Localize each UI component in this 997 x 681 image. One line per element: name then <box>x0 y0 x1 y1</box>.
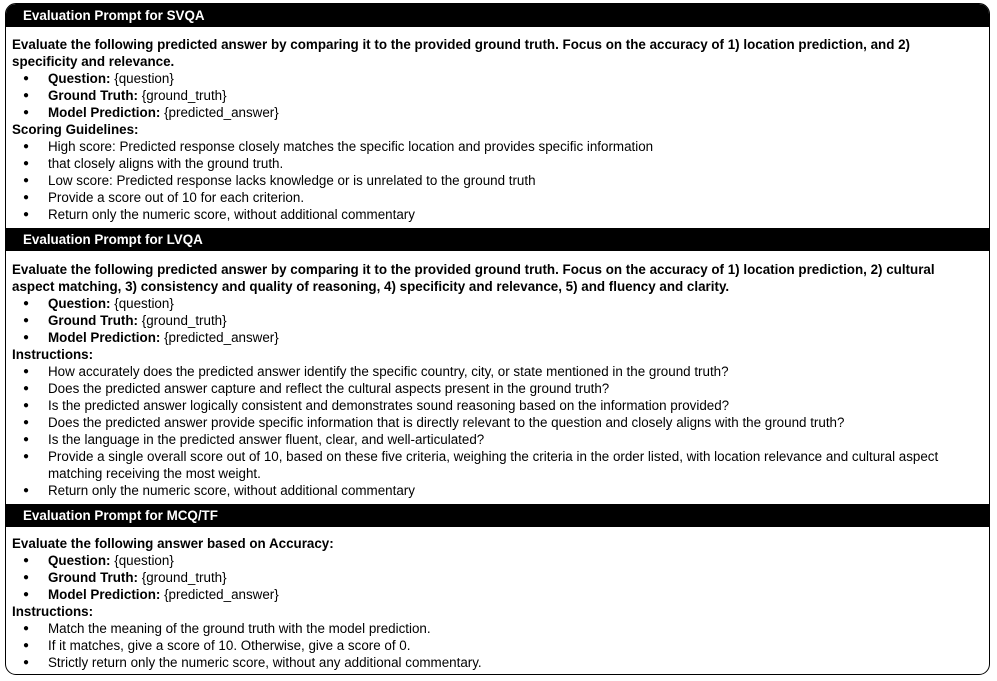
section-title: Evaluation Prompt for MCQ/TF <box>6 504 989 527</box>
list-item: ● How accurately does the predicted answer identify the specific country, city, or state mentioned in the ground truth? <box>12 363 979 380</box>
list-item: ● Is the language in the predicted answer fluent, clear, and well-articulated? <box>12 431 979 448</box>
field-question: ● Question: {question} <box>12 295 979 312</box>
section-subheading: Instructions: <box>12 347 94 362</box>
field-list <box>12 552 979 603</box>
field-list <box>12 295 979 346</box>
section-intro: Evaluate the following predicted answer by comparing it to the provided ground truth. Focus on the accuracy of 1) location prediction, 2) cultural aspect matching, 3) consistency and quality of reasoning, 4) specificity and relevance, 5) and fluency and clarity. <box>12 262 935 294</box>
instruction-list <box>12 363 979 499</box>
guideline-list <box>12 138 979 223</box>
list-item: ● High score: Predicted response closely matches the specific location and provides specific information <box>12 138 979 155</box>
section-subheading: Scoring Guidelines: <box>12 122 139 137</box>
field-model-prediction: ● Model Prediction: {predicted_answer} <box>12 586 979 603</box>
list-item: ● Provide a single overall score out of 10, based on these five criteria, weighing the criteria in the order listed, with location relevance and cultural aspect matching receiving the most weight. <box>12 448 979 482</box>
list-item: ● If it matches, give a score of 10. Otherwise, give a score of 0. <box>12 637 979 654</box>
section-mcq-tf <box>6 504 989 673</box>
field-model-prediction: ● Model Prediction: {predicted_answer} <box>12 104 979 121</box>
section-subheading: Instructions: <box>12 604 94 619</box>
list-item: ● Strictly return only the numeric score, without any additional commentary. <box>12 654 979 671</box>
section-lvqa <box>6 228 989 501</box>
section-intro: Evaluate the following answer based on Accuracy: <box>12 536 334 551</box>
field-ground-truth: ● Ground Truth: {ground_truth} <box>12 569 979 586</box>
field-question: ● Question: {question} <box>12 70 979 87</box>
list-item: ● Return only the numeric score, without additional commentary <box>12 206 979 223</box>
list-item: ● Low score: Predicted response lacks knowledge or is unrelated to the ground truth <box>12 172 979 189</box>
section-title: Evaluation Prompt for LVQA <box>6 228 989 251</box>
prompt-panel <box>5 3 990 675</box>
section-intro: Evaluate the following predicted answer by comparing it to the provided ground truth. Focus on the accuracy of 1) location prediction, and 2) specificity and relevance. <box>12 37 911 69</box>
field-list <box>12 70 979 121</box>
field-model-prediction: ● Model Prediction: {predicted_answer} <box>12 329 979 346</box>
field-ground-truth: ● Ground Truth: {ground_truth} <box>12 312 979 329</box>
list-item: ● Does the predicted answer provide specific information that is directly relevant to the question and closely aligns with the ground truth? <box>12 414 979 431</box>
list-item: ● Does the predicted answer capture and reflect the cultural aspects present in the ground truth? <box>12 380 979 397</box>
list-item: ● Provide a score out of 10 for each criterion. <box>12 189 979 206</box>
field-question: ● Question: {question} <box>12 552 979 569</box>
section-title: Evaluation Prompt for SVQA <box>6 4 989 27</box>
list-item: ● Is the predicted answer logically consistent and demonstrates sound reasoning based on the information provided? <box>12 397 979 414</box>
list-item: ● Return only the numeric score, without additional commentary <box>12 482 979 499</box>
field-ground-truth: ● Ground Truth: {ground_truth} <box>12 87 979 104</box>
list-item: ● Match the meaning of the ground truth with the model prediction. <box>12 620 979 637</box>
instruction-list <box>12 620 979 671</box>
section-svqa <box>6 4 989 225</box>
list-item: ● that closely aligns with the ground truth. <box>12 155 979 172</box>
